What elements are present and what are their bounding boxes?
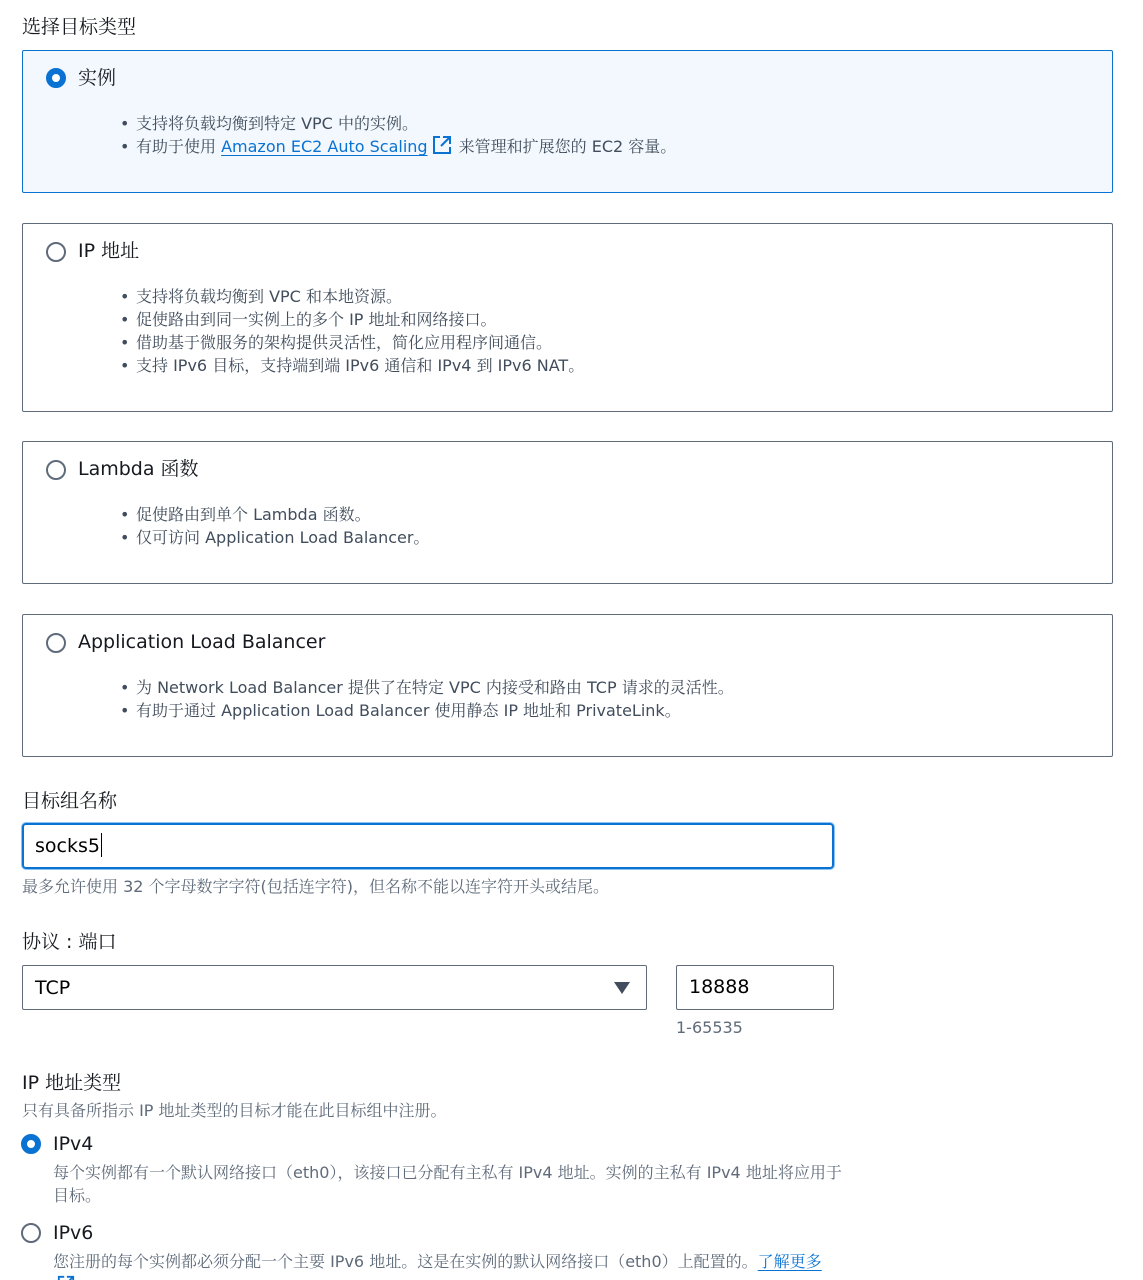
ipv4-label: IPv4	[53, 1133, 94, 1155]
card-title: Application Load Balancer	[78, 631, 326, 653]
ip-address-type-label: IP 地址类型	[22, 1072, 122, 1094]
card-title: 实例	[78, 67, 117, 89]
protocol-select[interactable]	[22, 965, 647, 1010]
protocol-port-label: 协议 : 端口	[22, 931, 117, 953]
bullet-item: • 借助基于微服务的架构提供灵活性，简化应用程序间通信。	[136, 331, 584, 354]
card-bullets	[136, 112, 676, 158]
text-cursor	[101, 833, 102, 857]
caret-down-icon	[614, 982, 630, 994]
target-type-card-ip[interactable]	[22, 223, 1113, 412]
radio-ip[interactable]	[46, 242, 66, 262]
ipv6-description-text: 您注册的每个实例都必须分配一个主要 IPv6 地址。这是在实例的默认网络接口（eth0）上配置的。	[53, 1252, 758, 1271]
port-input[interactable]: 18888	[676, 965, 834, 1010]
radio-ipv4[interactable]	[21, 1134, 41, 1154]
bullet-item: • 支持 IPv6 目标，支持端到端 IPv6 通信和 IPv4 到 IPv6 NAT。	[136, 354, 584, 377]
bullet-item: • 有助于通过 Application Load Balancer 使用静态 IP 地址和 PrivateLink。	[136, 699, 734, 722]
external-link-icon[interactable]	[57, 1275, 75, 1280]
radio-lambda[interactable]	[46, 460, 66, 480]
target-group-name-hint: 最多允许使用 32 个字母数字字符(包括连字符)，但名称不能以连字符开头或结尾。	[22, 877, 610, 896]
target-group-name-input[interactable]	[22, 823, 834, 869]
bullet-item: • 仅可访问 Application Load Balancer。	[136, 526, 429, 549]
target-type-heading: 选择目标类型	[22, 16, 137, 38]
bullet-item	[136, 135, 676, 158]
bullet-item: • 支持将负载均衡到 VPC 和本地资源。	[136, 285, 584, 308]
bullet-text: 有助于使用	[136, 137, 222, 156]
radio-instances[interactable]	[46, 68, 66, 88]
radio-ipv6[interactable]	[21, 1223, 41, 1243]
learn-more-link[interactable]: 了解更多	[757, 1252, 822, 1271]
radio-alb[interactable]	[46, 633, 66, 653]
target-group-name-label: 目标组名称	[22, 790, 118, 812]
input-value: socks5	[35, 835, 100, 857]
card-bullets	[136, 503, 429, 549]
bullet-text: 来管理和扩展您的 EC2 容量。	[453, 137, 677, 156]
ipv4-description: 每个实例都有一个默认网络接口（eth0），该接口已分配有主私有 IPv4 地址。实例的主私有 IPv4 地址将应用于目标。	[53, 1163, 842, 1205]
ec2-auto-scaling-link[interactable]: Amazon EC2 Auto Scaling	[221, 137, 428, 156]
target-type-card-instances[interactable]	[22, 50, 1113, 193]
ipv6-label: IPv6	[53, 1222, 94, 1244]
card-bullets	[136, 285, 584, 377]
card-title: Lambda 函数	[78, 458, 199, 480]
target-type-card-lambda[interactable]	[22, 441, 1113, 584]
bullet-item: • 为 Network Load Balancer 提供了在特定 VPC 内接受和路由 TCP 请求的灵活性。	[136, 676, 734, 699]
protocol-value: TCP	[35, 977, 71, 999]
bullet-item: • 支持将负载均衡到特定 VPC 中的实例。	[136, 112, 676, 135]
ipv6-description	[53, 1250, 843, 1280]
card-bullets	[136, 676, 734, 722]
bullet-item: • 促使路由到同一实例上的多个 IP 地址和网络接口。	[136, 308, 584, 331]
ip-address-type-description: 只有具备所指示 IP 地址类型的目标才能在此目标组中注册。	[22, 1101, 447, 1120]
port-range-hint: 1-65535	[676, 1018, 743, 1037]
bullet-item: • 促使路由到单个 Lambda 函数。	[136, 503, 429, 526]
external-link-icon[interactable]	[432, 135, 452, 155]
target-type-card-alb[interactable]	[22, 614, 1113, 757]
card-title: IP 地址	[78, 240, 140, 262]
